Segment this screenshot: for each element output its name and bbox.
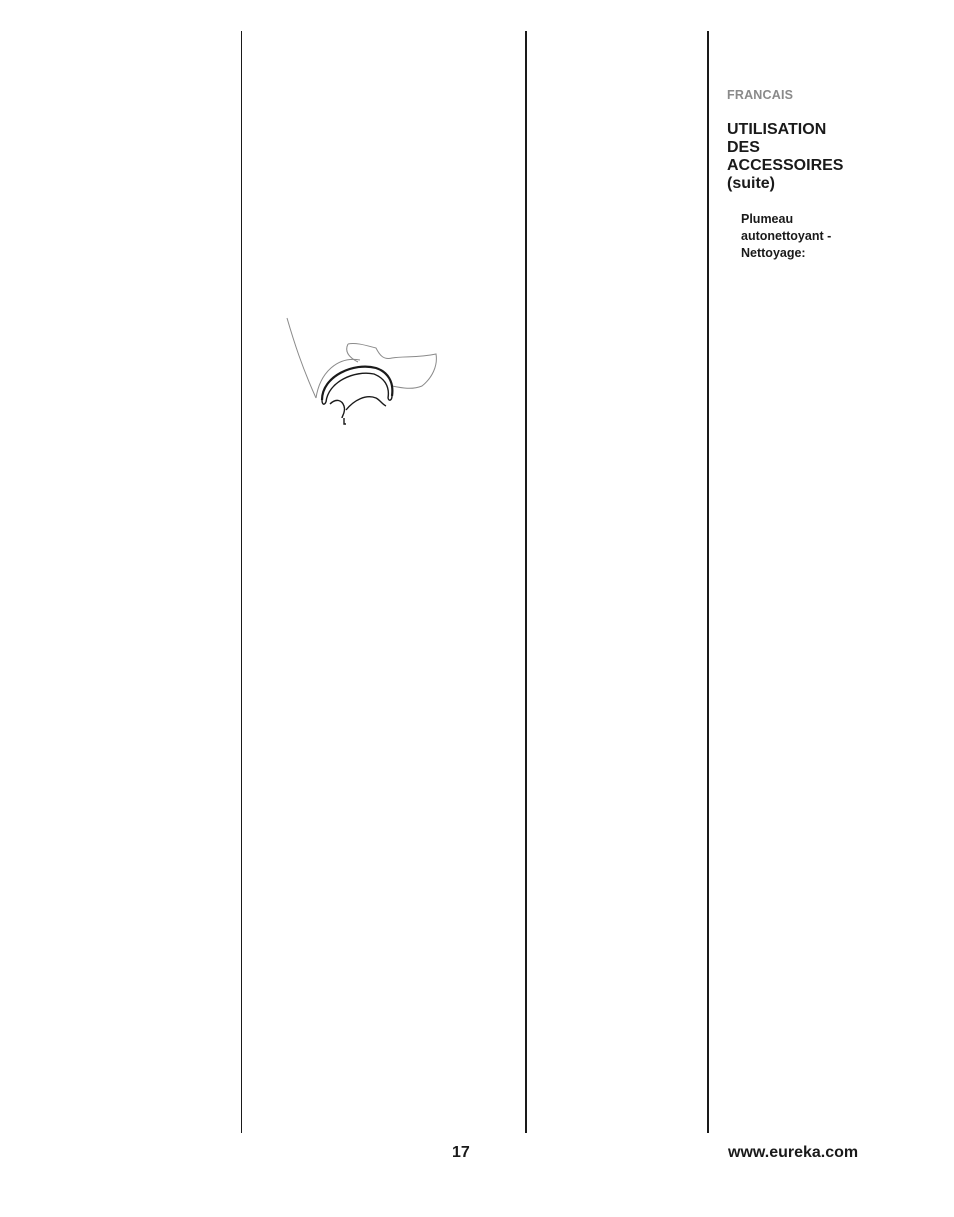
column-divider-middle [525,31,527,1133]
column-divider-left [241,31,242,1133]
subheading-line: Nettoyage: [741,246,806,260]
page-number: 17 [452,1144,470,1161]
subheading-line: autonettoyant - [741,229,832,243]
duster-cleaning-icon [280,312,450,432]
section-title-line: (suite) [727,175,775,192]
duster-cleaning-illustration [280,312,450,432]
section-title-line: UTILISATION [727,121,827,138]
column-divider-right [707,31,709,1133]
subheading-line: Plumeau [741,212,794,226]
website-url: www.eureka.com [728,1144,859,1161]
section-title-line: DES [727,139,760,156]
language-label: FRANCAIS [727,88,794,102]
subheading [741,211,851,262]
section-title [727,121,867,193]
section-title-line: ACCESSOIRES [727,157,844,174]
